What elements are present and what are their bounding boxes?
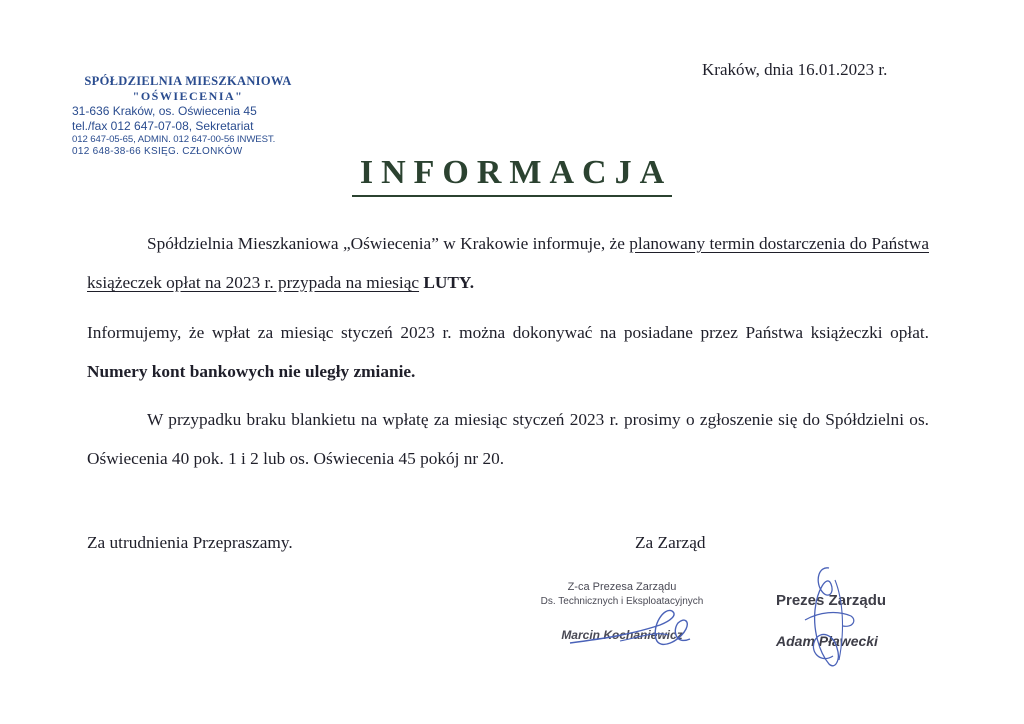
stamp-name-line2: "OŚWIECENIA"	[132, 89, 244, 103]
document-title: INFORMACJA	[352, 152, 672, 197]
stamp-phone2: 012 647-05-65, ADMIN. 012 647-00-56 INWEST.	[72, 134, 276, 145]
paragraph-delivery	[87, 224, 929, 302]
stamp-name-line1: SPÓŁDZIELNIA MIESZKANIOWA	[84, 74, 292, 88]
stamp-phone3: 012 648-38-66 KSIĘG. CZŁONKÓW	[72, 146, 243, 157]
paragraph2-text: Informujemy, że wpłat za miesiąc styczeń 2023 r. można dokonywać na posiadane przez Państwa książeczki opłat.	[87, 323, 929, 342]
date-line: Kraków, dnia 16.01.2023 r.	[702, 60, 888, 79]
signature-left-role: Z-ca Prezesa Zarządu	[567, 581, 677, 593]
paragraph-missing-blank	[87, 400, 929, 478]
stamp-address: 31-636 Kraków, os. Oświecenia 45	[72, 104, 257, 118]
signature-stamp-president	[770, 592, 920, 649]
paragraph1-text: Spółdzielnia Mieszkaniowa „Oświecenia” w Krakowie informuje, że	[147, 234, 630, 253]
signature-stamp-vice-president	[522, 580, 722, 642]
paragraph-payments	[87, 313, 929, 391]
signature-left-name: Marcin Kochaniewicz	[561, 628, 683, 642]
closing-apology: Za utrudnienia Przepraszamy.	[87, 533, 293, 552]
title-container	[0, 152, 1024, 197]
signature-right-name: Adam Pławecki	[776, 633, 878, 649]
paragraph1-month: LUTY.	[419, 273, 475, 292]
stamp-phone1: tel./fax 012 647-07-08, Sekretariat	[72, 119, 254, 133]
closing-for-board: Za Zarząd	[635, 533, 706, 552]
paragraph1-underlined: planowany termin dostarczenia do Państwa książeczek opłat na 2023 r. przypada na miesiąc	[87, 234, 929, 292]
paragraph3-text: W przypadku braku blankietu na wpłatę za miesiąc styczeń 2023 r. prosimy o zgłoszenie się do Spółdzielni os. Oświecenia 40 pok. 1 i 2 lub os. Oświecenia 45 pokój nr 20.	[87, 410, 929, 468]
cooperative-stamp	[72, 74, 312, 158]
signature-left-dept: Ds. Technicznych i Eksploatacyjnych	[540, 596, 704, 607]
signature-right-role: Prezes Zarządu	[776, 592, 887, 609]
paragraph2-bold: Numery kont bankowych nie uległy zmianie.	[87, 362, 416, 381]
